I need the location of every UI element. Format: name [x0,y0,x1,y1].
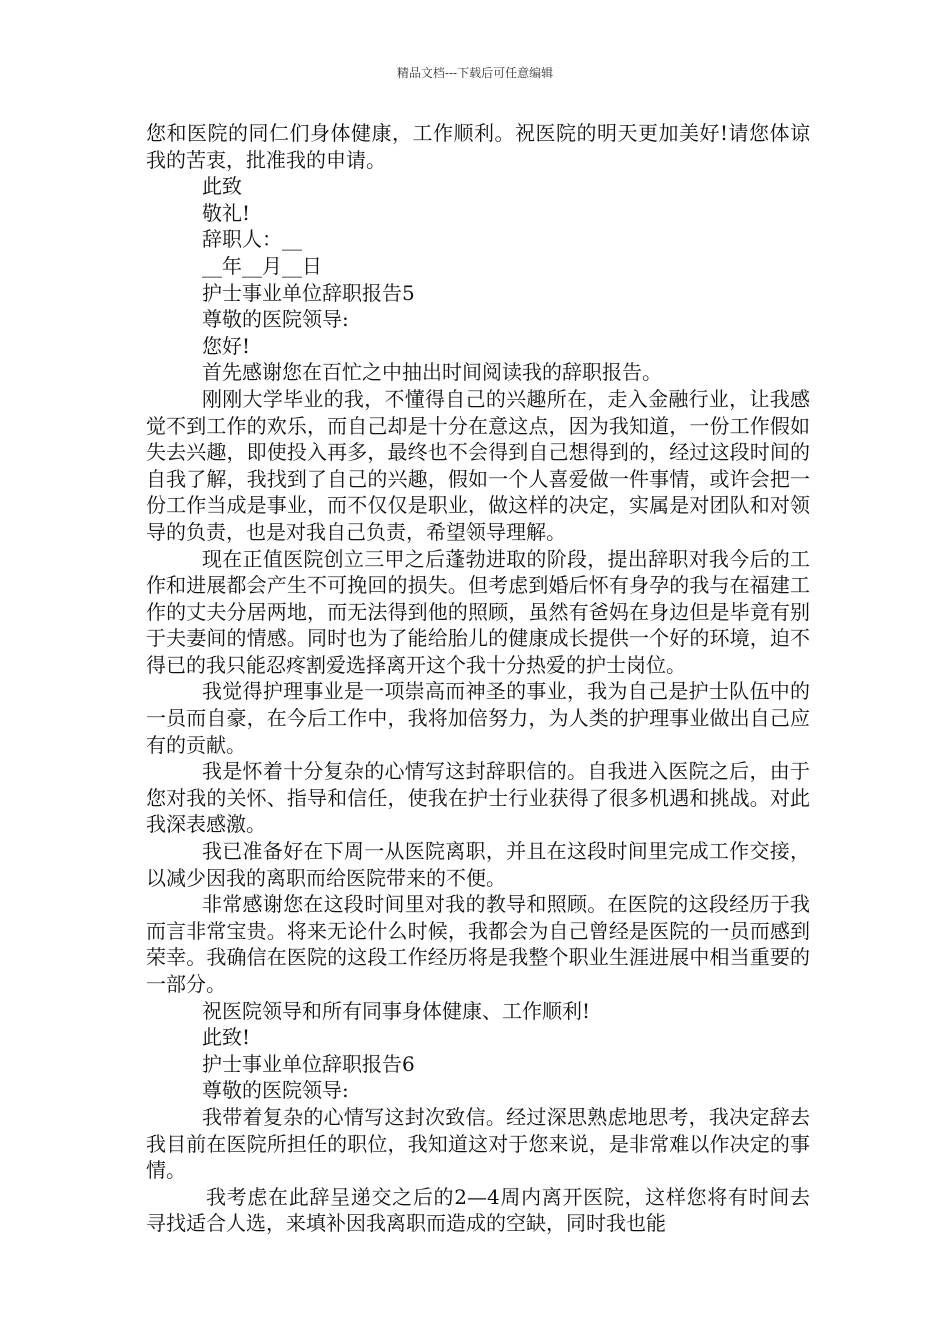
paragraph: 祝医院领导和所有同事身体健康、工作顺利! [202,998,591,1023]
paragraph: 我考虑在此辞呈递交之后的2—4周内离开医院，这样您将有时间去寻找适合人选，来填补因我离职而造成的空缺，同时我也能 [146,1184,810,1236]
paragraph: 非常感谢您在这段时间里对我的教导和照顾。在医院的这段经历于我而言非常宝贵。将来无论什么时候，我都会为自己曾经是医院的一员而感到荣幸。我确信在医院的这段工作经历将是我整个职业生涯进展中相当重要的一部分。 [146,892,810,996]
paragraph: 现在正值医院创立三甲之后蓬勃进取的阶段，提出辞职对我今后的工作和进展都会产生不可挽回的损失。但考虑到婚后怀有身孕的我与在福建工作的丈夫分居两地，而无法得到他的照顾，虽然有爸妈在身边但是毕竟有别于夫妻间的情感。同时也为了能给胎儿的健康成长提供一个好的环境，迫不得已的我只能忍疼割爱选择离开这个我十分热爱的护士岗位。 [146,546,810,677]
paragraph: 我是怀着十分复杂的心情写这封辞职信的。自我进入医院之后，由于您对我的关怀、指导和信任，使我在护士行业获得了很多机遇和挑战。对此我深表感激。 [146,759,810,837]
signature-line: 辞职人：__ [202,227,302,252]
paragraph: 您和医院的同仁们身体健康，工作顺利。祝医院的明天更加美好!请您体谅我的苦衷，批准我的申请。 [146,121,810,172]
paragraph: 我带着复杂的心情写这封次致信。经过深思熟虑地思考，我决定辞去我目前在医院所担任的职位，我知道这对于您来说，是非常难以作决定的事情。 [146,1104,810,1183]
paragraph: 我已准备好在下周一从医院离职，并且在这段时间里完成工作交接，以减少因我的离职而给医院带来的不便。 [146,839,810,890]
greeting: 尊敬的医院领导: [202,307,349,332]
page-header: 精品文档---下载后可任意编辑 [396,66,554,80]
document-body [146,120,810,1237]
greeting-hello: 您好! [202,333,251,358]
paragraph: 首先感谢您在百忙之中抽出时间阅读我的辞职报告。 [202,360,662,385]
date-line: __年__月__日 [202,253,322,278]
paragraph: 我觉得护理事业是一项崇高而神圣的事业，我为自己是护士队伍中的一员而自豪，在今后工作中，我将加倍努力，为人类的护理事业做出自己应有的贡献。 [146,679,810,757]
greeting: 尊敬的医院领导: [202,1078,349,1103]
section-title: 护士事业单位辞职报告5 [202,280,415,305]
section-title: 护士事业单位辞职报告6 [202,1051,415,1076]
closing-regards: 敬礼! [202,200,251,225]
closing-salutation: 此致! [202,1025,251,1050]
closing-salutation: 此致 [202,174,242,199]
paragraph: 刚刚大学毕业的我，不懂得自己的兴趣所在，走入金融行业，让我感觉不到工作的欢乐，而自己却是十分在意这点，因为我知道，一份工作假如失去兴趣，即使投入再多，最终也不会得到自己想得到的，经过这段时间的自我了解，我找到了自己的兴趣，假如一个人喜爱做一件事情，或许会把一份工作当成是事业，而不仅仅是职业，做这样的决定，实属是对团队和对领导的负责，也是对我自己负责，希望领导理解。 [146,386,810,544]
